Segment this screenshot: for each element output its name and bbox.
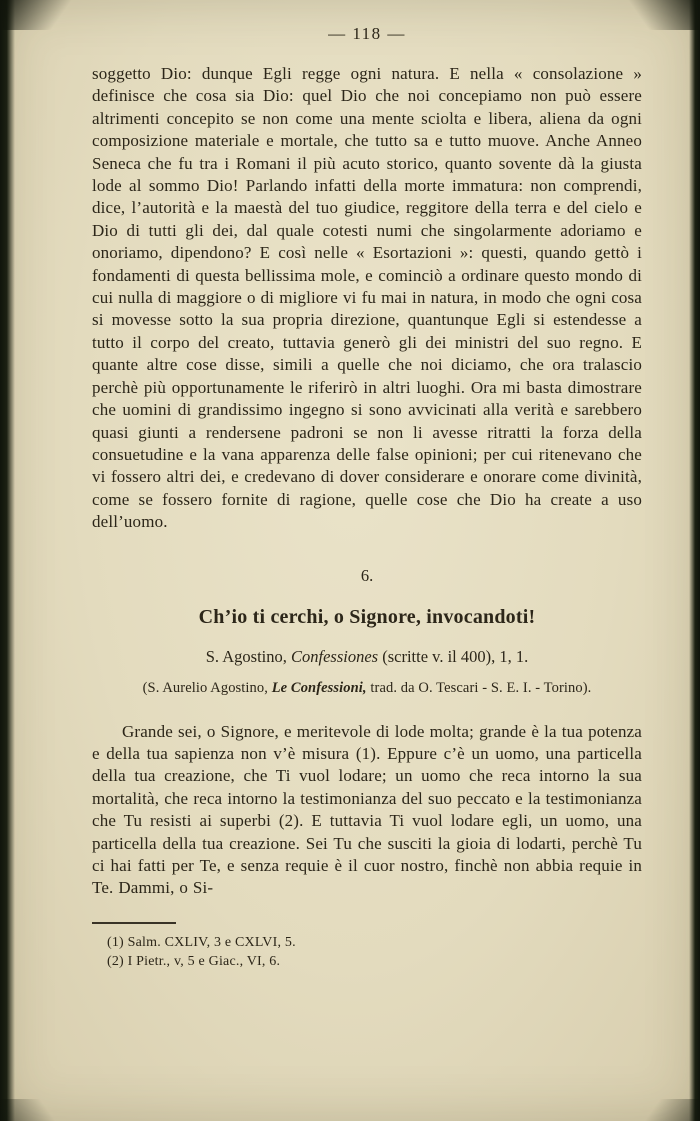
- paragraph-main: Grande sei, o Signore, e meritevole di lode molta; grande è la tua potenza e della tua sapienza non v’è misura (1). Eppure c’è un uomo, una particella della tua creazione, che Ti vuol lodare; un uomo che reca intorno la sua mortalità, che reca intorno la testimonianza del suo peccato e la testimonianza che Tu resisti ai superbi (2). E tuttavia Ti vuol lodare egli, un uomo, una particella della tua creazione. Sei Tu che susciti la gioia di lodarti, perchè Tu ci hai fatti per Te, e senza requie è il cuor nostro, finchè non abbia requie in Te. Dammi, o Si-: [92, 721, 642, 898]
- scan-corner-top-left: [0, 0, 90, 30]
- section-number: 6.: [360, 565, 374, 585]
- page-content: [92, 24, 642, 972]
- source-author: (S. Aurelio Agostino,: [142, 679, 272, 696]
- paragraph-continuation: soggetto Dio: dunque Egli regge ogni natura. E nella « consolazione » definisce che cosa sia Dio: quel Dio che noi concepiamo non può essere altrimenti concepito se non come una mente sciolta e libera, aliena da ogni composizione materiale e mortale, che tutto sa e tutto muove. Anche Anneo Seneca che fu tra i Romani il più acuto storico, quanto sovente dà la giusta lode al sommo Dio! Parlando infatti della morte immatura: non comprendi, dice, l’autorità e la maestà del tuo giudice, reggitore della terra e del cielo e Dio di tutti gli dei, dal quale cotesti numi che singolarmente adoriamo e onoriamo, dipendono? E così nelle « Esortazioni »: questi, quando gettò i fondamenti di questa bellissima mole, e cominciò a ordinare questo mondo di cui nulla di maggiore o di migliore vi fu mai in natura, in modo che ogni cosa si movesse sotto la sua propria direzione, quantunque Egli si estendesse a tutto il corpo del creato, tuttavia generò gli dei ministri del suo regno. E quante altre cose disse, simili a quelle che noi diciamo, che ora tralascio perchè più opportunamente le riferirò in altri luoghi. Ora mi basta dimostrare che uomini di grandissimo ingegno si sono avvicinati alla verità e sarebbero quasi giunti a rendersene padroni se non li avesse ritratti la forza della consuetudine e la vana apparenza delle false opinioni; per cui ritenevano che vi fossero altri dei, e credevano di dover considerare e onorare come divinità, come se fossero fornite di ragione, quelle cose che Dio ha create a uso dell’uomo.: [92, 64, 642, 532]
- source-detail: trad. da O. Tescari - S. E. I. - Torino).: [366, 679, 592, 696]
- citation-work-title: Confessiones: [291, 646, 379, 666]
- scan-edge-left: [0, 0, 15, 1121]
- footnote-2: (2) I Pietr., v, 5 e Giac., VI, 6.: [107, 954, 281, 970]
- scan-edge-right: [689, 0, 700, 1121]
- citation-line: [92, 647, 642, 667]
- source-work-title: Le Confessioni,: [271, 679, 367, 696]
- footnote-rule: [92, 922, 176, 924]
- source-line: [74, 680, 660, 697]
- scan-corner-bottom-right: [630, 1099, 700, 1121]
- citation-author: S. Agostino,: [205, 646, 292, 666]
- section-heading: Ch’io ti cerchi, o Signore, invocandoti!: [198, 605, 536, 628]
- citation-detail: (scritte v. il 400), 1, 1.: [378, 646, 529, 666]
- footnote-1: (1) Salm. CXLIV, 3 e CXLVI, 5.: [107, 934, 296, 950]
- page-number: — 118 —: [328, 24, 406, 43]
- scan-corner-bottom-left: [0, 1099, 70, 1121]
- footnote-block: [92, 922, 642, 972]
